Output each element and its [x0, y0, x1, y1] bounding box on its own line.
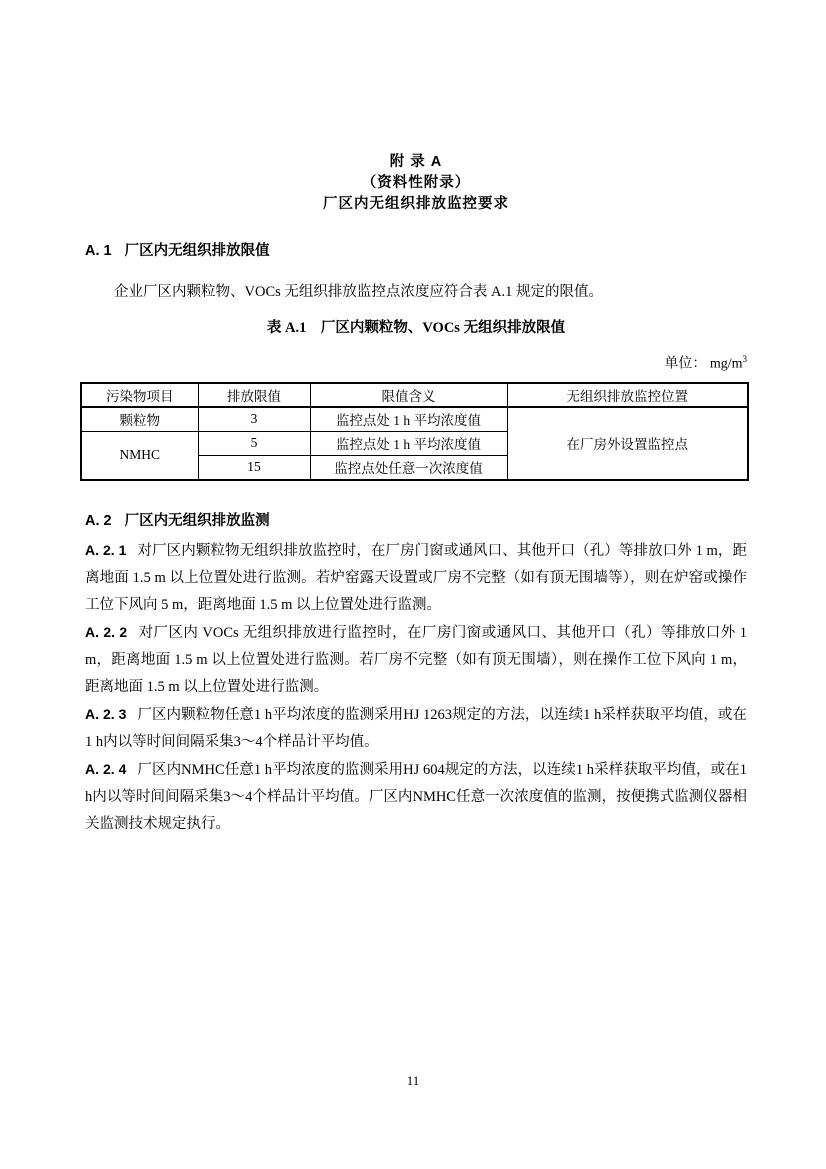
clause-a2-2-number: A. 2. 2	[85, 623, 128, 640]
appendix-title-line3: 厂区内无组织排放监控要求	[323, 196, 509, 212]
section-a1-title: 厂区内无组织排放限值	[124, 243, 270, 259]
col-header-meaning: 限值含义	[310, 383, 507, 407]
table-header-row	[81, 383, 748, 407]
table-row	[81, 407, 748, 432]
clause-a2-3	[85, 701, 747, 756]
page-content	[85, 152, 747, 838]
col-header-location: 无组织排放监控位置	[507, 383, 748, 407]
section-a1-number: A. 1	[85, 243, 112, 259]
col-header-limit: 排放限值	[198, 383, 310, 407]
section-a2-heading	[85, 511, 747, 532]
unit-text: 单位： mg/m	[664, 356, 743, 372]
clause-a2-4-number: A. 2. 4	[85, 760, 127, 777]
cell-meaning-nmhc-once: 监控点处任意一次浓度值	[310, 455, 507, 480]
table-a1	[80, 382, 749, 481]
cell-meaning-nmhc-hourly: 监控点处 1 h 平均浓度值	[310, 431, 507, 455]
col-header-pollutant: 污染物项目	[81, 383, 198, 407]
unit-exponent: 3	[742, 354, 747, 364]
table-a1-caption: 表 A.1 厂区内颗粒物、VOCs 无组织排放限值	[266, 320, 566, 336]
clause-a2-1	[85, 537, 747, 619]
cell-location: 在厂房外设置监控点	[507, 407, 748, 480]
cell-limit-nmhc-once: 15	[198, 455, 310, 480]
cell-meaning-pm: 监控点处 1 h 平均浓度值	[310, 407, 507, 432]
section-a2-number: A. 2	[85, 512, 112, 529]
clause-a2-1-number: A. 2. 1	[85, 541, 127, 558]
cell-limit-pm: 3	[198, 407, 310, 432]
clause-a2-3-number: A. 2. 3	[85, 705, 127, 722]
appendix-title-line2: （资料性附录）	[361, 175, 471, 191]
cell-pollutant-pm: 颗粒物	[81, 407, 198, 432]
section-a1-paragraph: 企业厂区内颗粒物、VOCs 无组织排放监控点浓度应符合表 A.1 规定的限值。	[114, 284, 603, 300]
cell-limit-nmhc-hourly: 5	[198, 431, 310, 455]
cell-pollutant-nmhc: NMHC	[81, 431, 198, 480]
section-a1-heading	[85, 241, 747, 262]
clause-a2-1-text: 对厂区内颗粒物无组织排放监控时，在厂房门窗或通风口、其他开口（孔）等排放口外 1 m，距离地面 1.5 m 以上位置处进行监测。若炉窑露天设置或厂房不完整（如有顶无围墙等），则在炉窑或操作工位下风向 5 m，距离地面 1.5 m 以上位置处进行监测。	[85, 542, 747, 613]
table-a1-unit-label	[85, 349, 747, 375]
clause-a2-4	[85, 756, 747, 838]
clause-a2-3-text: 厂区内颗粒物任意1 h平均浓度的监测采用HJ 1263规定的方法，以连续1 h采样获取平均值，或在1 h内以等时间间隔采集3～4个样品计平均值。	[85, 706, 747, 750]
page-number: 11	[406, 1073, 420, 1088]
appendix-title-block	[85, 152, 747, 215]
clause-a2-4-text: 厂区内NMHC任意1 h平均浓度的监测采用HJ 604规定的方法，以连续1 h采样获取平均值，或在1 h内以等时间间隔采集3～4个样品计平均值。厂区内NMHC任意一次浓度值的监测，按便携式监测仪器相关监测技术规定执行。	[85, 761, 747, 832]
appendix-title-line1: 附 录 A	[389, 154, 443, 170]
clause-a2-2	[85, 619, 747, 701]
section-a2-title: 厂区内无组织排放监测	[124, 512, 270, 529]
clause-a2-2-text: 对厂区内 VOCs 无组织排放进行监控时，在厂房门窗或通风口、其他开口（孔）等排放口外 1 m，距离地面 1.5 m 以上位置处进行监测。若厂房不完整（如有顶无围墙），则在操作工位下风向 1 m，距离地面 1.5 m 以上位置处进行监测。	[85, 624, 747, 695]
